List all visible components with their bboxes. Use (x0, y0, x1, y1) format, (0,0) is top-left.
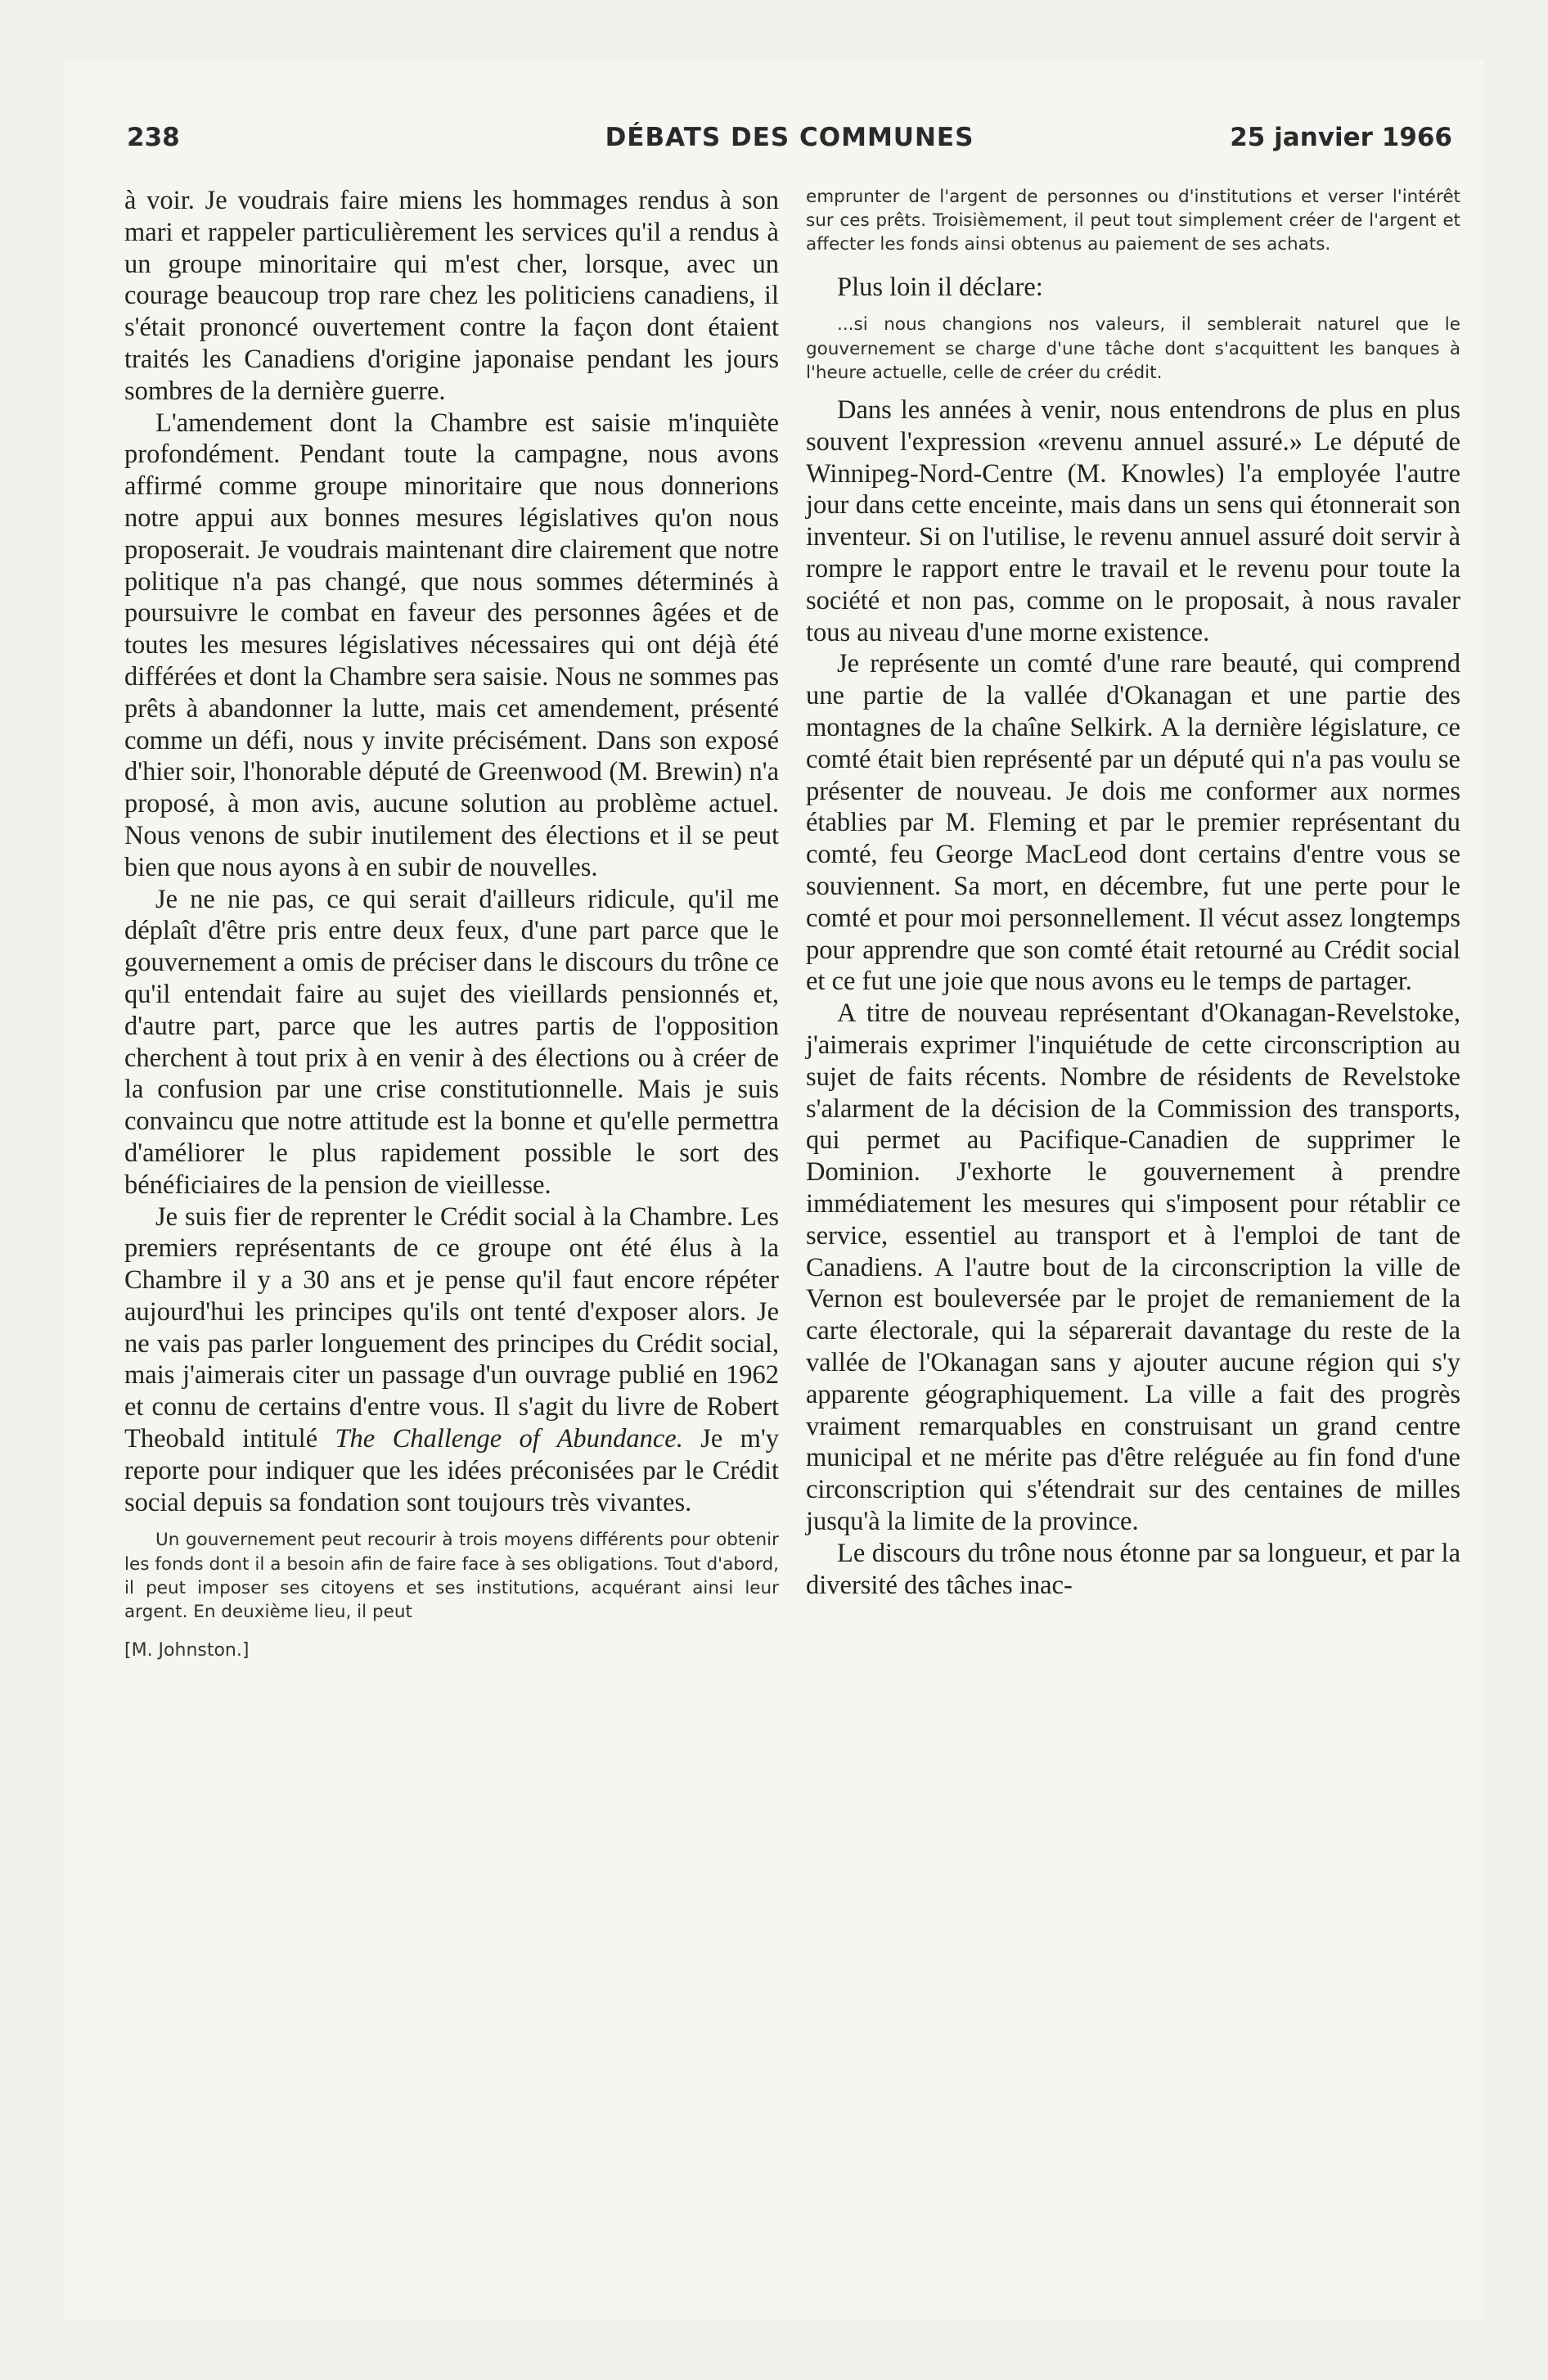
paragraph: à voir. Je voudrais faire miens les hommages rendus à son mari et rappeler particulièrement les services qu'il a rendus à un groupe minoritaire qui m'est cher, lorsque, avec un courage beaucoup trop rare chez les politiciens canadiens, il s'était prononcé ouvertement contre la façon dont étaient traités les Canadiens d'origine japonaise pendant les jours sombres de la dernière guerre. (124, 186, 779, 406)
block-quote: ...si nous changions nos valeurs, il semblerait naturel que le gouvernement se charge d'une tâche dont s'acquittent les banques à l'heure actuelle, celle de créer du crédit. (806, 314, 1460, 383)
paragraph: A titre de nouveau représentant d'Okanagan-Revelstoke, j'aimerais exprimer l'inquiétude de cette circonscription au sujet de faits récents. Nombre de résidents de Revelstoke s'alarment de la décision de la Commission des transports, qui permet au Pacifique-Canadien de supprimer le Dominion. J'exhorte le gouvernement à prendre immédiatement les mesures qui s'imposent pour rétablir ce service, essentiel au transport et à l'emploi de tant de Canadiens. A l'autre bout de la circonscription la ville de Vernon est bouleversée par le projet de remaniement de la carte électorale, qui la séparerait davantage du reste de la vallée de l'Okanagan sans y ajouter aucune région qui s'y apparente géographiquement. La ville a fait des progrès vraiment remarquables en construisant un grand centre municipal et ne mérite pas d'être reléguée au fin fond d'une circonscription qui s'étendrait sur des centaines de milles jusqu'à la limite de la province. (806, 998, 1460, 1536)
book-title: The Challenge of Abundance. (335, 1424, 683, 1454)
paragraph: Dans les années à venir, nous entendrons de plus en plus souvent l'expression «revenu annuel assuré.» Le député de Winnipeg-Nord-Centre (M. Knowles) l'a employée l'autre jour dans cette enceinte, mais dans un sens qui étonnerait son inventeur. Si on l'utilise, le revenu annuel assuré doit servir à rompre le rapport entre le travail et le revenu pour toute la société et non pas, comme on le proposait, à nous ravaler tous au niveau d'une morne existence. (806, 395, 1460, 647)
paragraph: Le discours du trône nous étonne par sa longueur, et par la diversité des tâches inac- (806, 1538, 1460, 1600)
left-column (124, 185, 779, 1661)
running-title: DÉBATS DES COMMUNES (605, 123, 974, 152)
page-date: 25 janvier 1966 (1230, 123, 1452, 152)
page-header (127, 123, 1452, 164)
paragraph: Plus loin il déclare: (837, 272, 1043, 302)
block-quote: Un gouvernement peut recourir à trois moyens différents pour obtenir les fonds dont il a besoin afin de faire face à ses obligations. Tout d'abord, il peut imposer ses citoyens et ses institutions, acquérant ainsi leur argent. En deuxième lieu, il peut (124, 1530, 779, 1623)
paragraph: Je ne nie pas, ce qui serait d'ailleurs ridicule, qu'il me déplaît d'être pris entre deux feux, d'une part parce que le gouvernement a omis de préciser dans le discours du trône ce qu'il entendait faire au sujet des vieillards pensionnés et, d'autre part, parce que les autres partis de l'opposition cherchent à tout prix à en venir à des élections ou à créer de la confusion par une crise constitutionnelle. Mais je suis convaincu que notre attitude est la bonne et qu'elle permettra d'améliorer le plus rapidement possible le sort des bénéficiaires de la pension de vieillesse. (124, 884, 779, 1200)
page-number: 238 (127, 123, 180, 152)
paragraph: Je représente un comté d'une rare beauté, qui comprend une partie de la vallée d'Okanagan et une partie des montagnes de la chaîne Selkirk. A la dernière législature, ce comté était bien représenté par un député qui n'a pas voulu se présenter de nouveau. Je dois me conformer aux normes établies par M. Fleming et par le premier représentant du comté, feu George MacLeod dont certains d'entre vous se souviennent. Sa mort, en décembre, fut une perte pour le comté et pour moi personnellement. Il vécut assez longtemps pour apprendre que son comté était retourné au Crédit social et ce fut une joie que nous avons eu le temps de partager. (806, 649, 1460, 997)
paragraph-text: Je suis fier de reprenter le Crédit social à la Chambre. Les premiers représentants de ce groupe ont été élus à la Chambre il y a 30 ans et je pense qu'il faut encore répéter aujourd'hui les principes qu'ils ont tenté d'exposer alors. Je ne vais pas parler longuement des principes du Crédit social, mais j'aimerais citer un passage d'un ouvrage publié en 1962 et connu de certains d'entre vous. Il s'agit du livre de Robert Theobald intitulé (124, 1201, 779, 1454)
speaker-attribution: [M. Johnston.] (124, 1640, 250, 1661)
paragraph-text: Je m'y reporte pour indiquer que les idées préconisées par le Crédit social depuis sa fondation sont toujours très vivantes. (124, 1424, 779, 1517)
paragraph: L'amendement dont la Chambre est saisie m'inquiète profondément. Pendant toute la campagne, nous avons affirmé comme groupe minoritaire que nous donnerions notre appui aux bonnes mesures législatives qu'on nous proposerait. Je voudrais maintenant dire clairement que notre politique n'a pas changé, que nous sommes déterminés à poursuivre le combat en faveur des personnes âgées et de toutes les mesures législatives nécessaires qui ont déjà été différées et dont la Chambre sera saisie. Nous ne sommes pas prêts à abandonner la lutte, mais cet amendement, présenté comme un défi, nous y invite précisément. Dans son exposé d'hier soir, l'honorable député de Greenwood (M. Brewin) n'a proposé, à mon avis, aucune solution au problème actuel. Nous venons de subir inutilement des élections et il se peut bien que nous ayons à en subir de nouvelles. (124, 408, 779, 882)
right-column (806, 185, 1460, 1601)
block-quote: emprunter de l'argent de personnes ou d'institutions et verser l'intérêt sur ces prêts. Troisièmement, il peut tout simplement créer de l'argent et affecter les fonds ainsi obtenus au paiement de ses achats. (806, 187, 1460, 255)
paragraph (124, 1201, 779, 1519)
